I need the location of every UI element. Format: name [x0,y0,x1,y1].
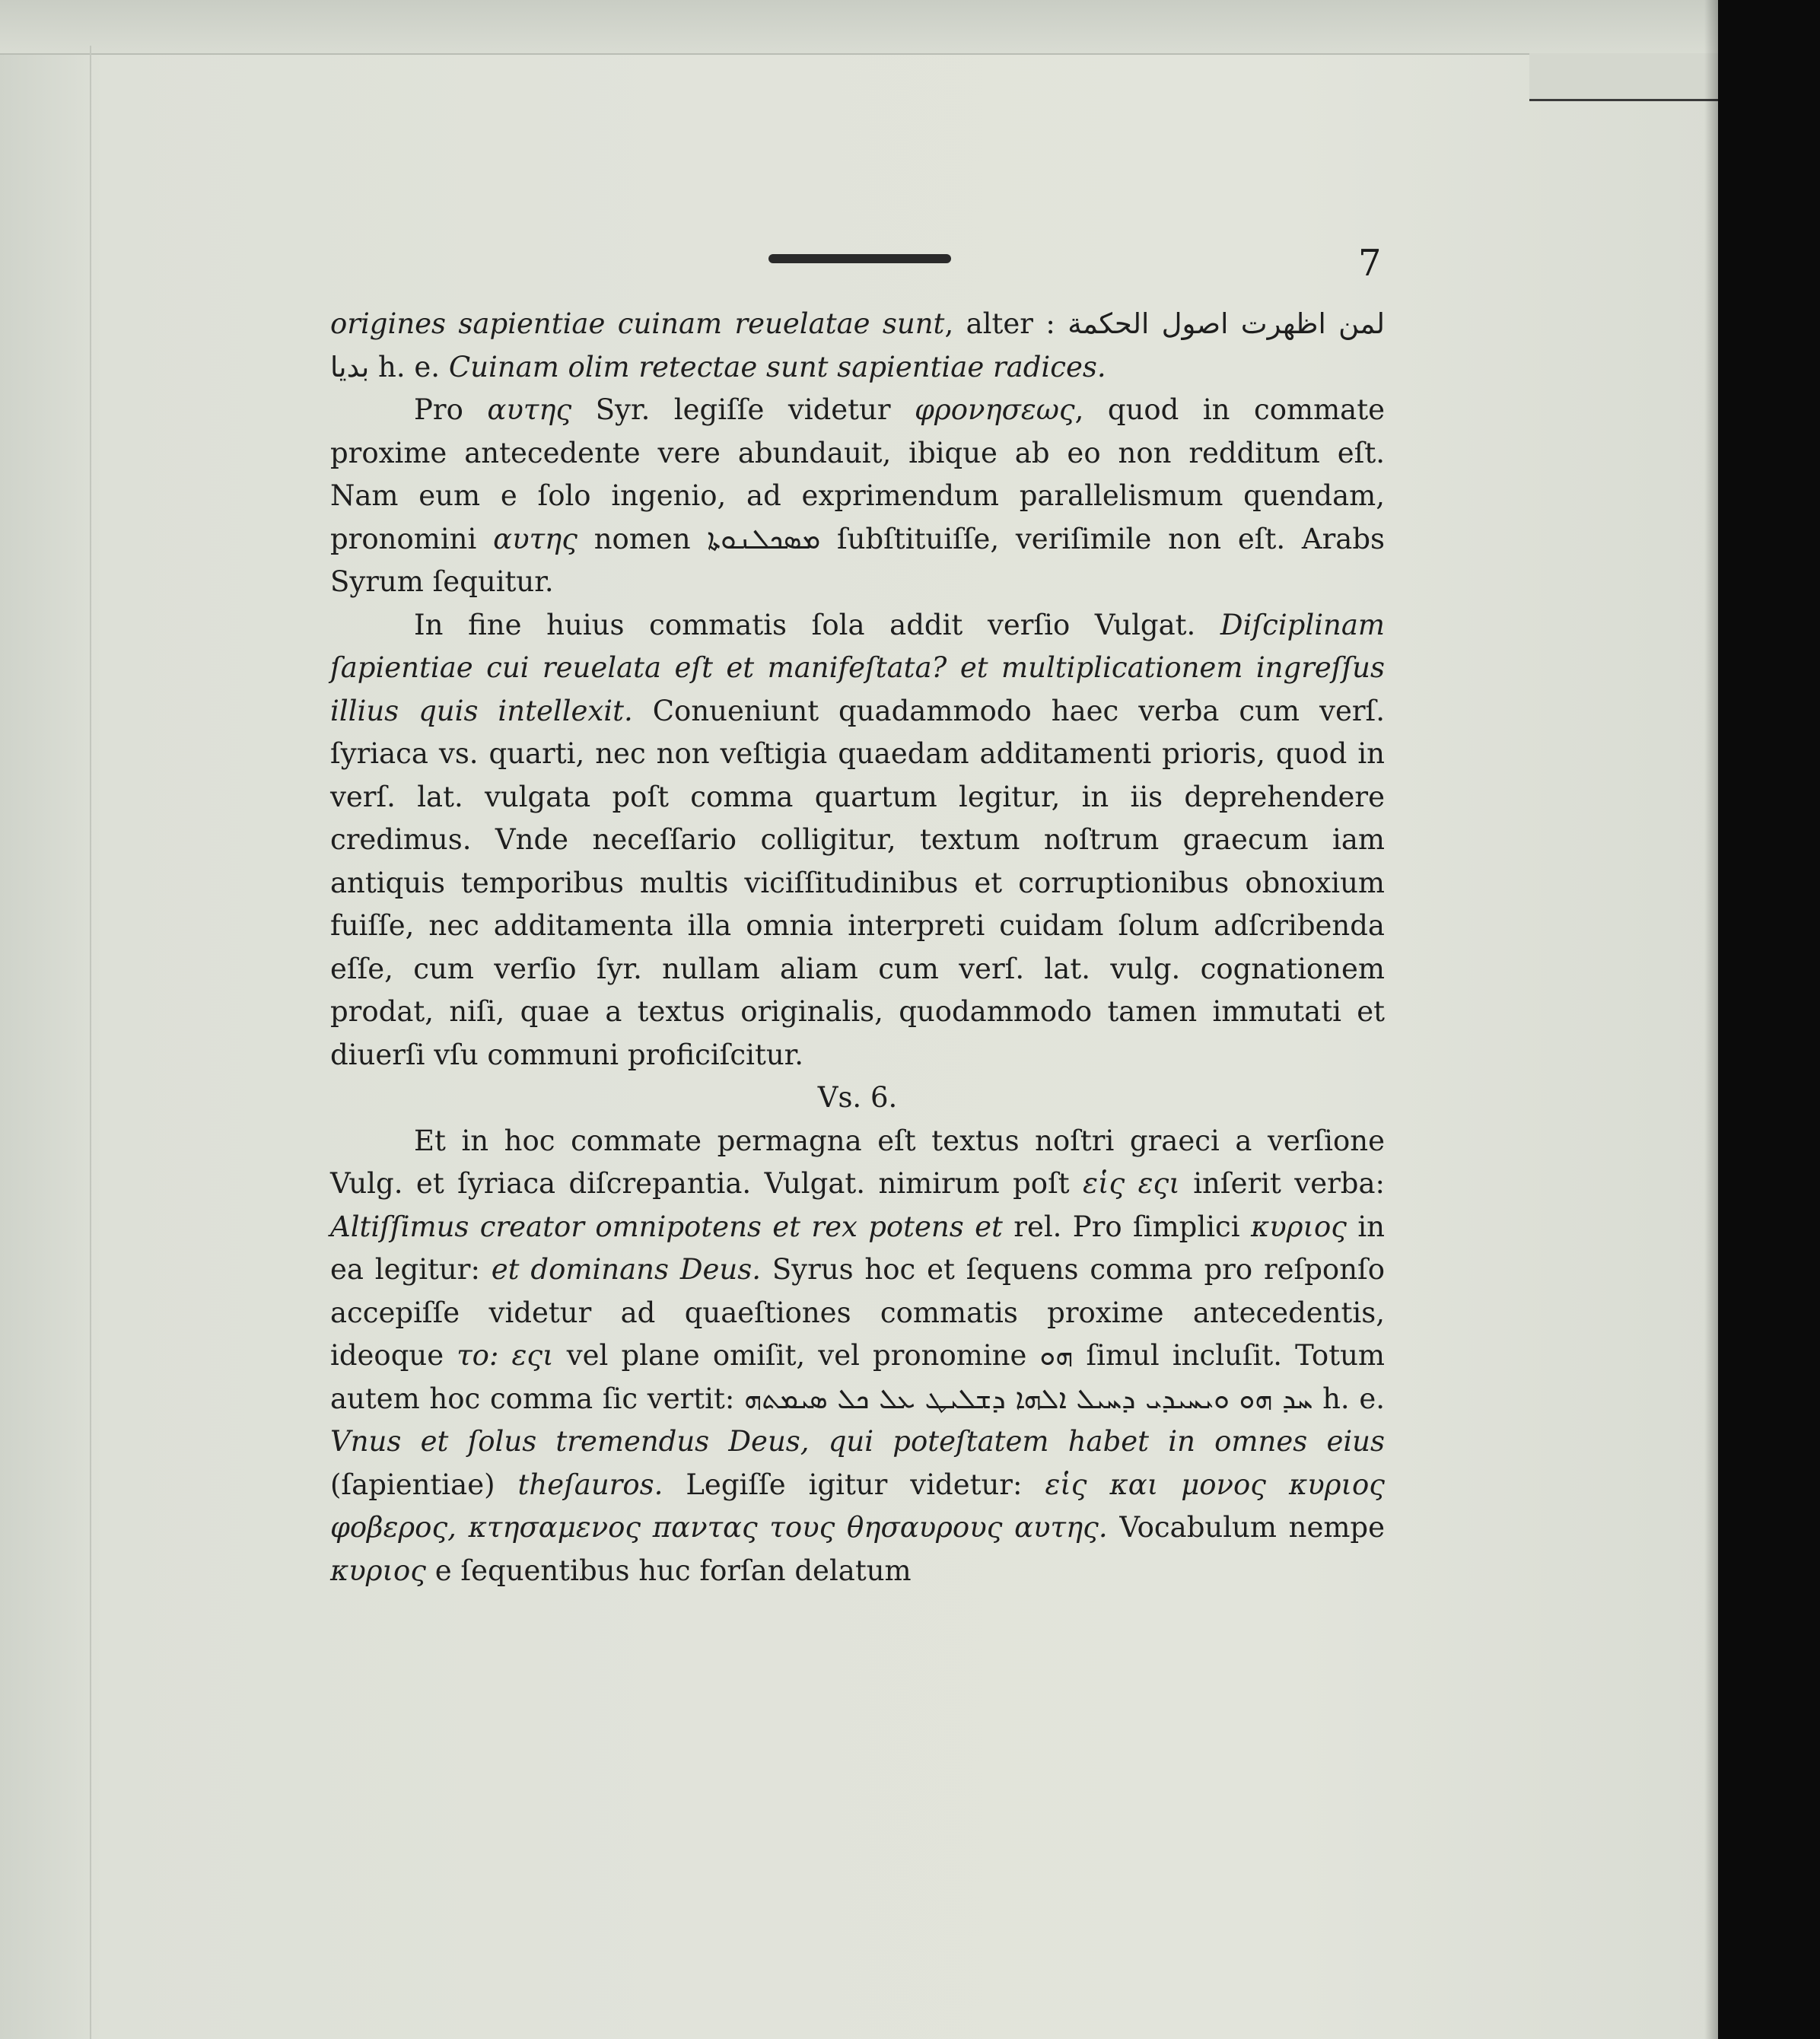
page-torn-edge [1529,53,1718,101]
text-run: In fine huius commatis ſola addit verſio Vulgat. [414,608,1220,641]
body-text [330,303,1385,1592]
text-run: Et in hoc commate permagna eſt textus noſtri graeci a verſione Vulg. et ſyriaca diſcrepantia. Vulgat. nimirum poſt [330,1124,1385,1200]
paragraph-1 [330,303,1385,389]
italic-run: Altiſſimus creator omnipotens et rex potens et [330,1210,1003,1243]
text-run: vel plane omiſit, vel pronomine [553,1339,1040,1372]
text-run: h. e. [1312,1382,1386,1415]
header-rule [768,254,951,263]
italic-run: Cuinam olim retectae sunt sapientiae radices. [448,350,1106,383]
italic-run: Vnus et ſolus tremendus Deus, qui poteſtatem habet in omnes eius [330,1425,1385,1458]
text-run: , alter : [944,307,1068,340]
greek-run: το: εςι [457,1339,554,1372]
greek-run: κυριος [1250,1210,1347,1243]
greek-run: εἱς εςι [1083,1167,1180,1200]
paragraph-3 [330,604,1385,1077]
text-run: Vs. 6. [817,1081,898,1114]
page-shadow [1704,0,1718,2039]
text-run: ſubſtituiſſe, veriſimile non eſt. Arabs Syrum ſequitur. [330,522,1385,598]
text-run: in ea legitur: [330,1210,1385,1286]
greek-run: αυτης [487,393,572,426]
text-run: Conueniunt quadammodo haec verba cum verſ. ſyriaca vs. quarti, nec non veſtigia quaedam additamenti prioris, quod in verſ. lat. vulgata poſt comma quartum legitur, in iis deprehendere credimus. Vnde neceſſario colligitur, textum noſtrum graecum iam antiquis temporibus multis viciſſitudinibus et corruptionibus obnoxium fuiſſe, nec additamenta illa omnia interpreti cuidam ſolum adſcribenda eſſe, cum verſio ſyr. nullam aliam cum verſ. lat. vulg. cognationem prodat, niſi, quae a textus originalis, quodammodo tamen immutati et diuerſi vſu communi proficiſcitur. [330,694,1385,1071]
text-run: Legiſſe igitur videtur: [663,1468,1045,1501]
italic-run: et dominans Deus. [491,1253,761,1286]
greek-run: φρονησεως [915,393,1075,426]
page-number: 7 [1358,242,1382,285]
text-run: Syrus hoc et ſequens comma pro reſponſo accepiſſe videtur ad quaeſtiones commatis proxime antecedentis, ideoque [330,1253,1386,1372]
text-run: (ſapientiae) [330,1468,518,1501]
text-run: Syr. legiſſe videtur [571,393,915,426]
text-run: nomen [577,522,708,555]
italic-run: origines sapientiae cuinam reuelatae sunt [330,307,945,340]
greek-run: εἱς και μονος κυριος φοβερος, κτησαμενος παντας τους θησαυρους αυτης. [330,1468,1385,1544]
text-run: e ſequentibus huc forſan delatum [426,1554,912,1587]
section-heading [330,1077,1385,1120]
italic-run: Diſciplinam ſapientiae cui reuelata eſt et manifeſtata? et multiplicationem ingreſſus illius quis intellexit. [330,608,1385,727]
arabic-run: لمن اظهرت اصول الحكمة بديا [330,307,1386,383]
text-run: h. e. [369,350,449,383]
text-run: ſimul incluſit. Totum autem hoc comma ſic vertit: [330,1339,1385,1415]
greek-run: κυριος [330,1554,427,1587]
page-top-edge [0,0,1718,55]
paragraph-2 [330,389,1385,604]
paragraph-4 [330,1120,1385,1593]
syriac-run: ܚܕ ܗܘ ܘܝܚܝܕܝ ܕܚܝܠ ܐܠܗܐ ܕܫܠܝܛ ܥܠ ܟܠ ܣܝܡܬܗ [744,1382,1313,1415]
text-run: Vocabulum nempe [1107,1511,1386,1544]
text-run: rel. Pro ſimplici [1002,1210,1251,1243]
page-fold-line [90,46,91,2039]
syriac-run: ܡܣܟܠܢܘܬܐ [707,522,821,555]
syriac-run: ܗܘ [1039,1339,1074,1372]
text-run: , quod in commate proxime antecedente vere abundauit, ibique ab eo non redditum eſt. Nam eum e ſolo ingenio, ad exprimendum parallelismum quendam, pronomini [330,393,1385,555]
text-run: inſerit verba: [1179,1167,1386,1200]
italic-run: theſauros. [517,1468,663,1501]
text-run: Pro [414,393,488,426]
greek-run: αυτης [493,522,578,555]
